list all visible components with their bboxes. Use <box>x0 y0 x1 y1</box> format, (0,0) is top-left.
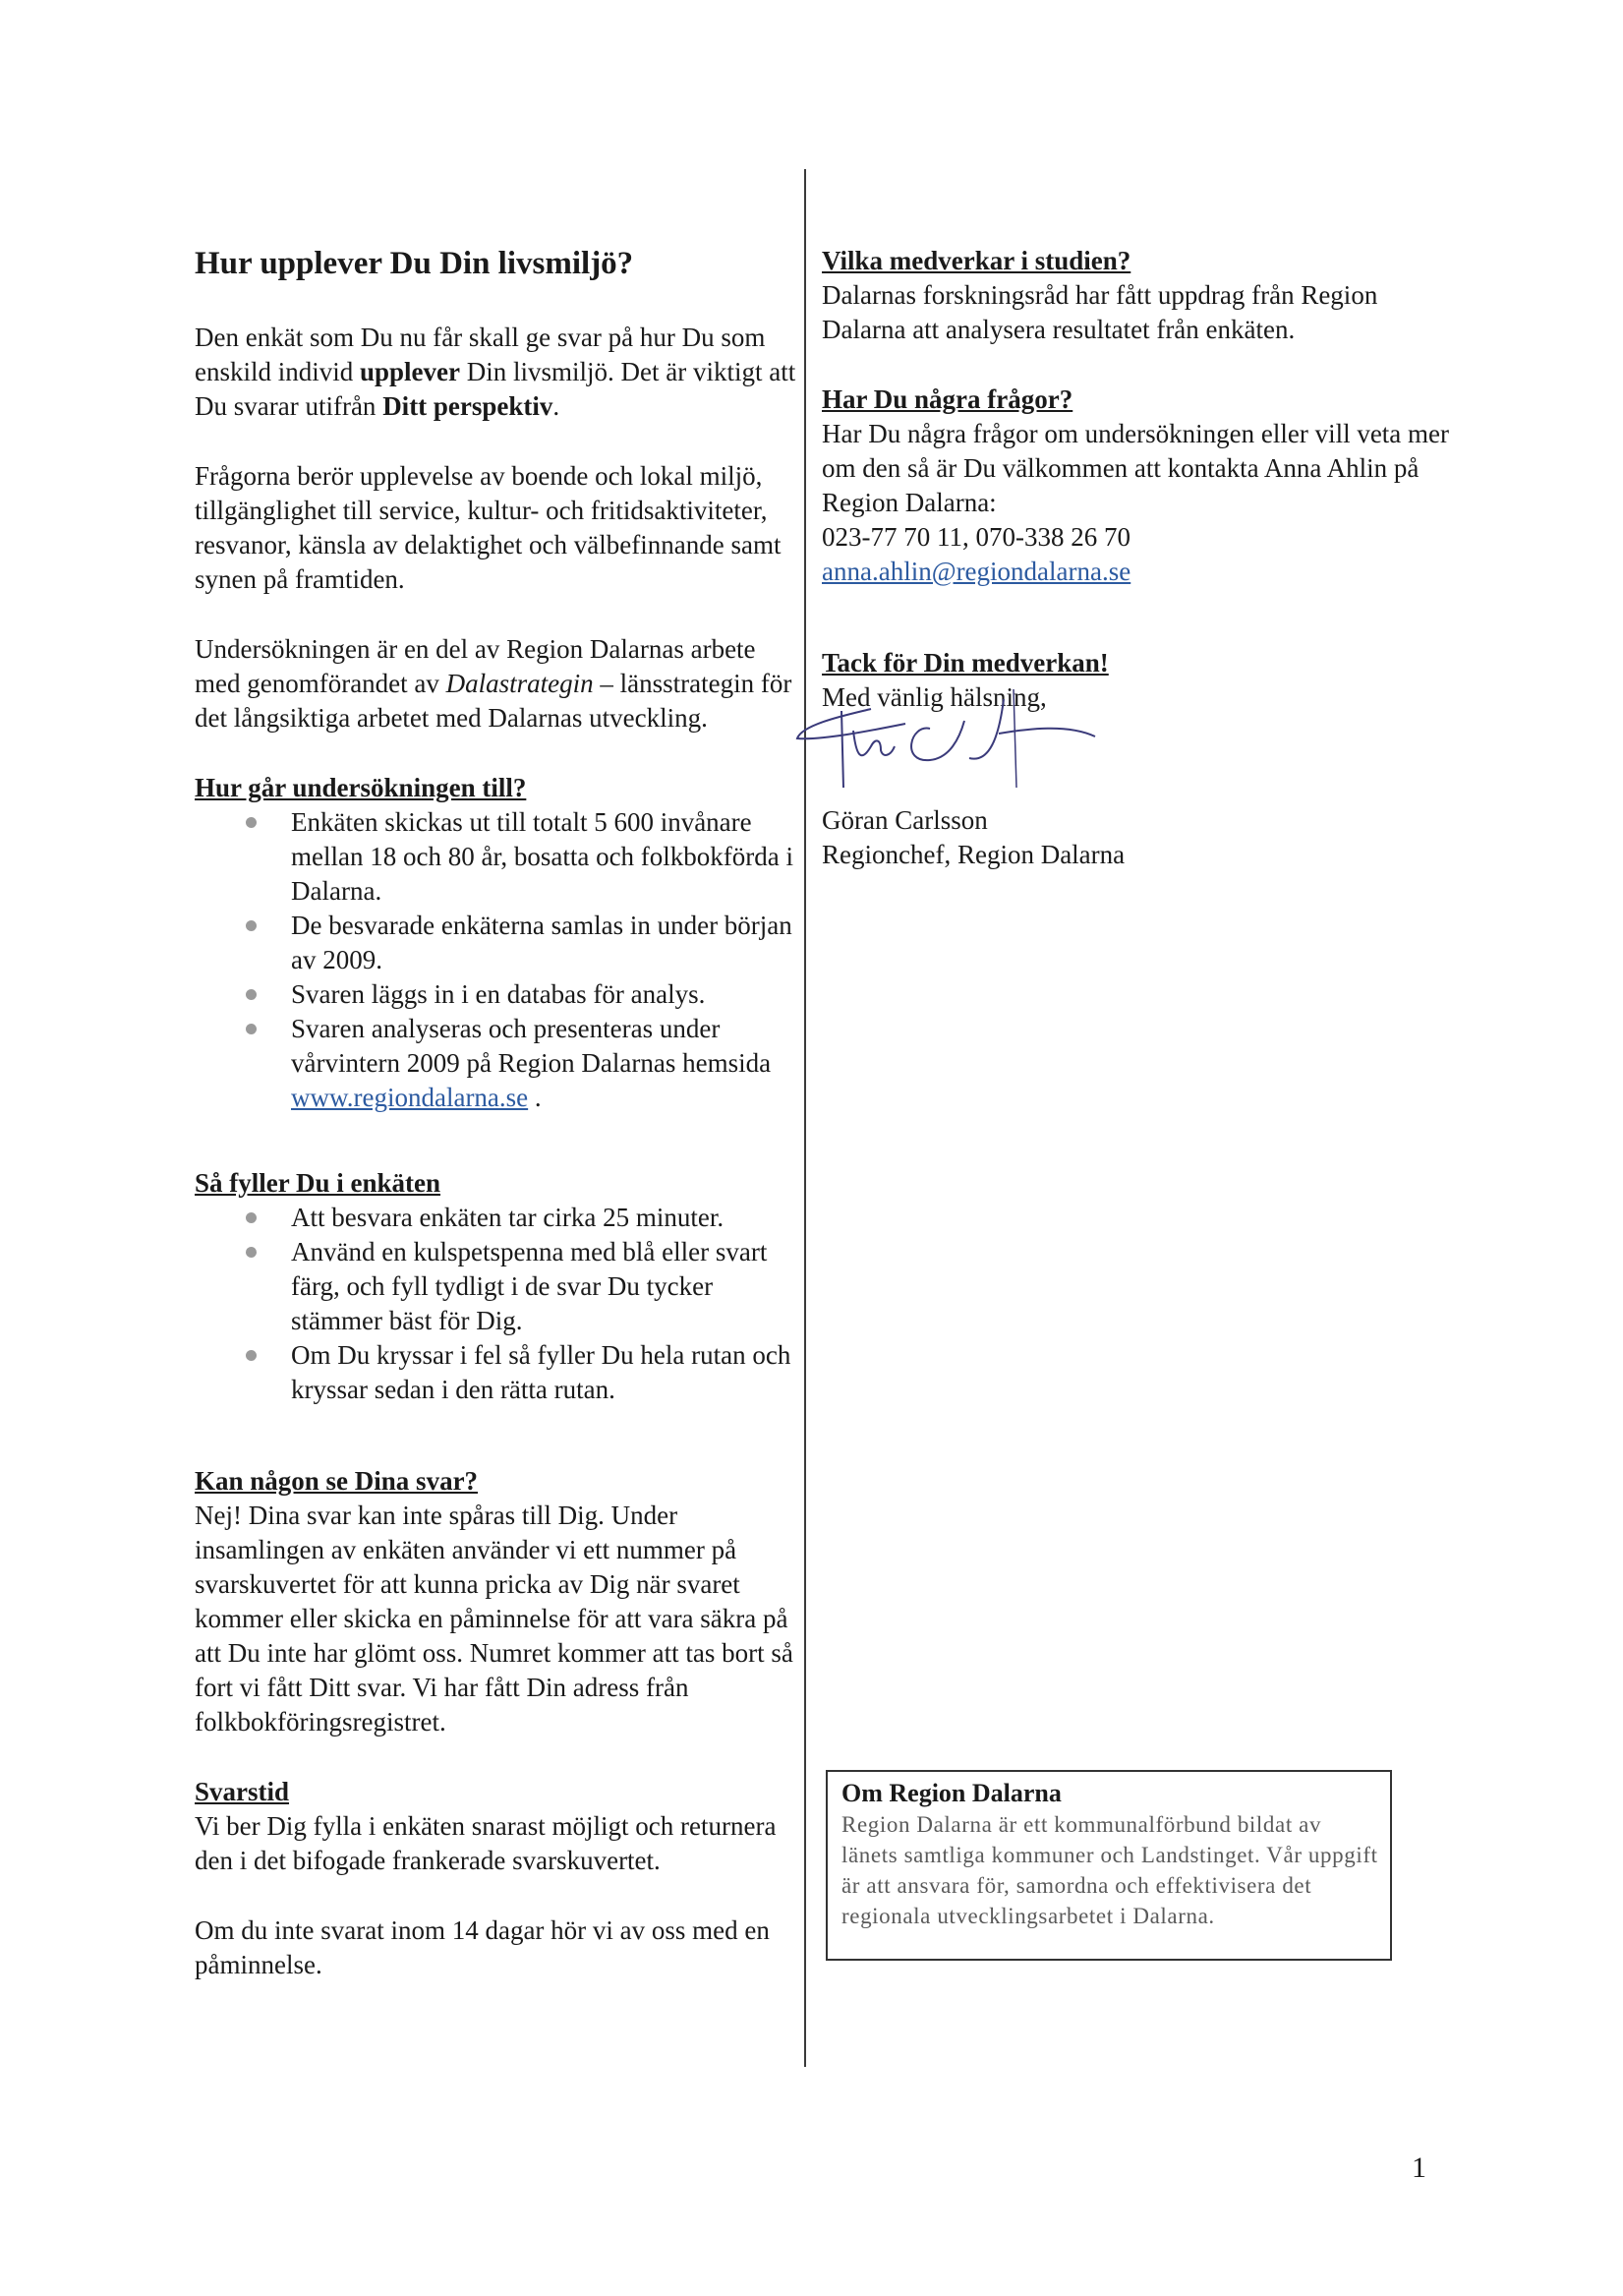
thanks-heading: Tack för Din medverkan! <box>822 648 1109 677</box>
bullet-icon <box>246 1247 257 1258</box>
bullet-icon <box>246 1024 257 1034</box>
intro-paragraph <box>195 321 796 424</box>
greeting: Med vänlig hälsning, <box>822 682 1047 712</box>
signatory-role: Regionchef, Region Dalarna <box>822 840 1126 869</box>
process-list <box>195 805 796 1115</box>
process-heading: Hur går undersökningen till? <box>195 773 527 802</box>
signature-icon <box>763 670 1195 797</box>
list-item: Att besvara enkäten tar cirka 25 minuter. <box>246 1201 796 1235</box>
deadline-heading: Svarstid <box>195 1777 290 1806</box>
privacy-body: Nej! Dina svar kan inte spåras till Dig. Under insamlingen av enkäten använder vi ett nummer på svarskuvertet för att kunna pricka av Dig när svaret kommer eller skicka en påminnelse för att vara säkra på att Du inte har glömt oss. Numret kommer att tas bort så fort vi fått Ditt svar. Vi har fått Din adress från folkbokföringsregistret. <box>195 1501 793 1737</box>
reminder-paragraph: Om du inte svarat inom 14 dagar hör vi av oss med en påminnelse. <box>195 1915 770 1979</box>
bullet-icon <box>246 817 257 828</box>
page-number: 1 <box>1412 2151 1426 2184</box>
column-divider <box>804 169 806 2067</box>
list-item: Använd en kulspetspenna med blå eller svart färg, och fyll tydligt i de svar Du tycker stämmer bäst för Dig. <box>246 1235 796 1338</box>
email-link[interactable]: anna.ahlin@regiondalarna.se <box>822 557 1131 586</box>
list-item: Om Du kryssar i fel så fyller Du hela rutan och kryssar sedan i den rätta rutan. <box>246 1338 796 1407</box>
signatory-name: Göran Carlsson <box>822 805 988 835</box>
questions-body: Har Du några frågor om undersökningen eller vill veta mer om den så är Du välkommen att kontakta Anna Ahlin på Region Dalarna: <box>822 419 1450 517</box>
list-item: De besvarade enkäterna samlas in under början av 2009. <box>246 909 796 977</box>
intro-text-1: Den enkät som Du nu får skall ge svar på hur Du som enskild individ <box>195 323 766 386</box>
bullet-icon <box>246 989 257 1000</box>
participants-section <box>822 244 1451 347</box>
list-item: Svaren läggs in i en databas för analys. <box>246 977 796 1012</box>
questions-heading: Har Du några frågor? <box>822 384 1073 414</box>
intro-text-2: Din livsmiljö. Det är viktigt att Du svarar utifrån <box>195 357 796 421</box>
list-item: Enkäten skickas ut till totalt 5 600 invånare mellan 18 och 80 år, bosatta och folkbokförda i Dalarna. <box>246 805 796 909</box>
list-item: Svaren analyseras och presenteras under vårvintern 2009 på Region Dalarnas hemsida www.regiondalarna.se . <box>246 1012 796 1115</box>
thanks-section <box>822 646 1451 872</box>
bullet-icon <box>246 1350 257 1361</box>
about-title: Om Region Dalarna <box>841 1779 1062 1807</box>
bullet-icon <box>246 1212 257 1223</box>
right-column <box>822 244 1451 872</box>
phone-numbers: 023-77 70 11, 070-338 26 70 <box>822 522 1130 552</box>
intro-bold-2: Ditt perspektiv <box>382 391 553 421</box>
intro-bold-1: upplever <box>360 357 461 386</box>
fill-section <box>195 1166 796 1407</box>
participants-heading: Vilka medverkar i studien? <box>822 246 1131 275</box>
topics-paragraph: Frågorna berör upplevelse av boende och lokal miljö, tillgänglighet till service, kultur- och fritidsaktiviteter, resvanor, känsla av delaktighet och välbefinnande samt synen på framtiden. <box>195 461 782 594</box>
about-body: Region Dalarna är ett kommunalförbund bildat av länets samtliga kommuner och Landstinget. Vår uppgift är att ansvara för, samordna och effektivisera det regionala utvecklingsarbetet i Dalarna. <box>841 1812 1378 1928</box>
page-title: Hur upplever Du Din livsmiljö? <box>195 246 634 281</box>
privacy-heading: Kan någon se Dina svar? <box>195 1466 479 1496</box>
bullet-icon <box>246 920 257 931</box>
process-section <box>195 771 796 1115</box>
participants-body: Dalarnas forskningsråd har fått uppdrag från Region Dalarna att analysera resultatet från enkäten. <box>822 280 1378 344</box>
questions-section <box>822 383 1451 589</box>
website-link[interactable]: www.regiondalarna.se <box>291 1083 529 1112</box>
intro-text-3: . <box>552 391 560 421</box>
deadline-section <box>195 1775 796 1878</box>
left-column <box>195 244 796 1982</box>
about-region-box <box>826 1770 1392 1961</box>
strategy-italic: Dalastrategin <box>445 669 594 698</box>
signature <box>822 719 1451 797</box>
strategy-text-1: Undersökningen är en del av Region Dalarnas arbete med genomförandet av <box>195 634 756 698</box>
privacy-section <box>195 1464 796 1739</box>
deadline-body: Vi ber Dig fylla i enkäten snarast möjligt och returnera den i det bifogade frankerade svarskuvertet. <box>195 1811 777 1875</box>
fill-list <box>195 1201 796 1407</box>
strategy-paragraph <box>195 632 796 736</box>
fill-heading: Så fyller Du i enkäten <box>195 1168 441 1198</box>
strategy-text-2: – länsstrategin för det långsiktiga arbetet med Dalarnas utveckling. <box>195 669 792 733</box>
